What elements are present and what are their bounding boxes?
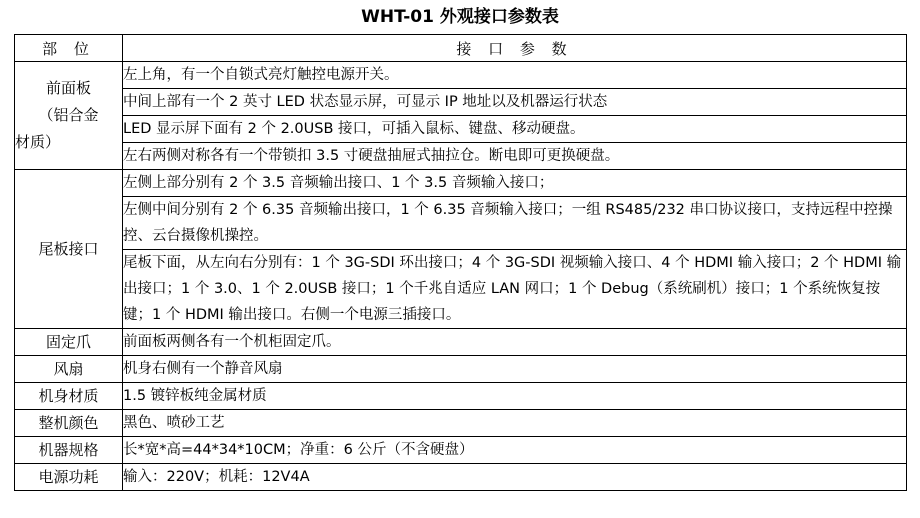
table-row xyxy=(15,437,907,464)
category-chassis-material: 机身材质 xyxy=(15,383,123,410)
spec-cell: 左上角，有一个自锁式亮灯触控电源开关。 xyxy=(123,62,907,89)
spec-cell: LED 显示屏下面有 2 个 2.0USB 接口，可插入鼠标、键盘、移动硬盘。 xyxy=(123,116,907,143)
category-fan: 风扇 xyxy=(15,356,123,383)
category-rear-panel: 尾板接口 xyxy=(15,170,123,329)
table-row xyxy=(15,197,907,250)
category-power: 电源功耗 xyxy=(15,464,123,491)
table-row xyxy=(15,89,907,116)
category-mounting-claw: 固定爪 xyxy=(15,329,123,356)
page-title: WHT-01 外观接口参数表 xyxy=(361,7,559,27)
header-params: 接 口 参 数 xyxy=(123,35,907,62)
table-row xyxy=(15,116,907,143)
spec-cell: 左右两侧对称各有一个带锁扣 3.5 寸硬盘抽屉式抽拉仓。断电即可更换硬盘。 xyxy=(123,143,907,170)
category-line: （铝合金 xyxy=(38,106,99,124)
table-row xyxy=(15,143,907,170)
category-front-panel xyxy=(15,62,123,170)
table-header-row xyxy=(15,35,907,62)
spec-cell: 前面板两侧各有一个机柜固定爪。 xyxy=(123,329,907,356)
table-row xyxy=(15,356,907,383)
header-part: 部 位 xyxy=(15,35,123,62)
spec-cell: 输入：220V；机耗：12V4A xyxy=(123,464,907,491)
table-row xyxy=(15,62,907,89)
table-row xyxy=(15,410,907,437)
spec-cell: 尾板下面，从左向右分别有：1 个 3G-SDI 环出接口；4 个 3G-SDI 视频输入接口、4 个 HDMI 输入接口；2 个 HDMI 输出接口；1 个 3.0、1 个 2.0USB 接口；1 个千兆自适应 LAN 网口；1 个 Debug（系统刷机）接口；1 个系统恢复按键；1 个 HDMI 输出接口。右侧一个电源三插接口。 xyxy=(123,250,907,329)
category-line: 前面板 xyxy=(45,79,91,97)
interface-spec-table xyxy=(14,34,907,491)
table-row xyxy=(15,329,907,356)
spec-cell: 中间上部有一个 2 英寸 LED 状态显示屏，可显示 IP 地址以及机器运行状态 xyxy=(123,89,907,116)
category-dimensions: 机器规格 xyxy=(15,437,123,464)
category-color: 整机颜色 xyxy=(15,410,123,437)
table-row xyxy=(15,250,907,329)
spec-cell: 长*宽*高=44*34*10CM；净重：6 公斤（不含硬盘） xyxy=(123,437,907,464)
table-row xyxy=(15,464,907,491)
category-line: 材质） xyxy=(15,133,61,151)
spec-cell: 左侧中间分别有 2 个 6.35 音频输出接口，1 个 6.35 音频输入接口；一组 RS485/232 串口协议接口，支持远程中控操控、云台摄像机操控。 xyxy=(123,197,907,250)
spec-cell: 黑色、喷砂工艺 xyxy=(123,410,907,437)
spec-cell: 左侧上部分别有 2 个 3.5 音频输出接口、1 个 3.5 音频输入接口； xyxy=(123,170,907,197)
table-row xyxy=(15,170,907,197)
spec-cell: 1.5 镀锌板纯金属材质 xyxy=(123,383,907,410)
spec-cell: 机身右侧有一个静音风扇 xyxy=(123,356,907,383)
table-row xyxy=(15,383,907,410)
